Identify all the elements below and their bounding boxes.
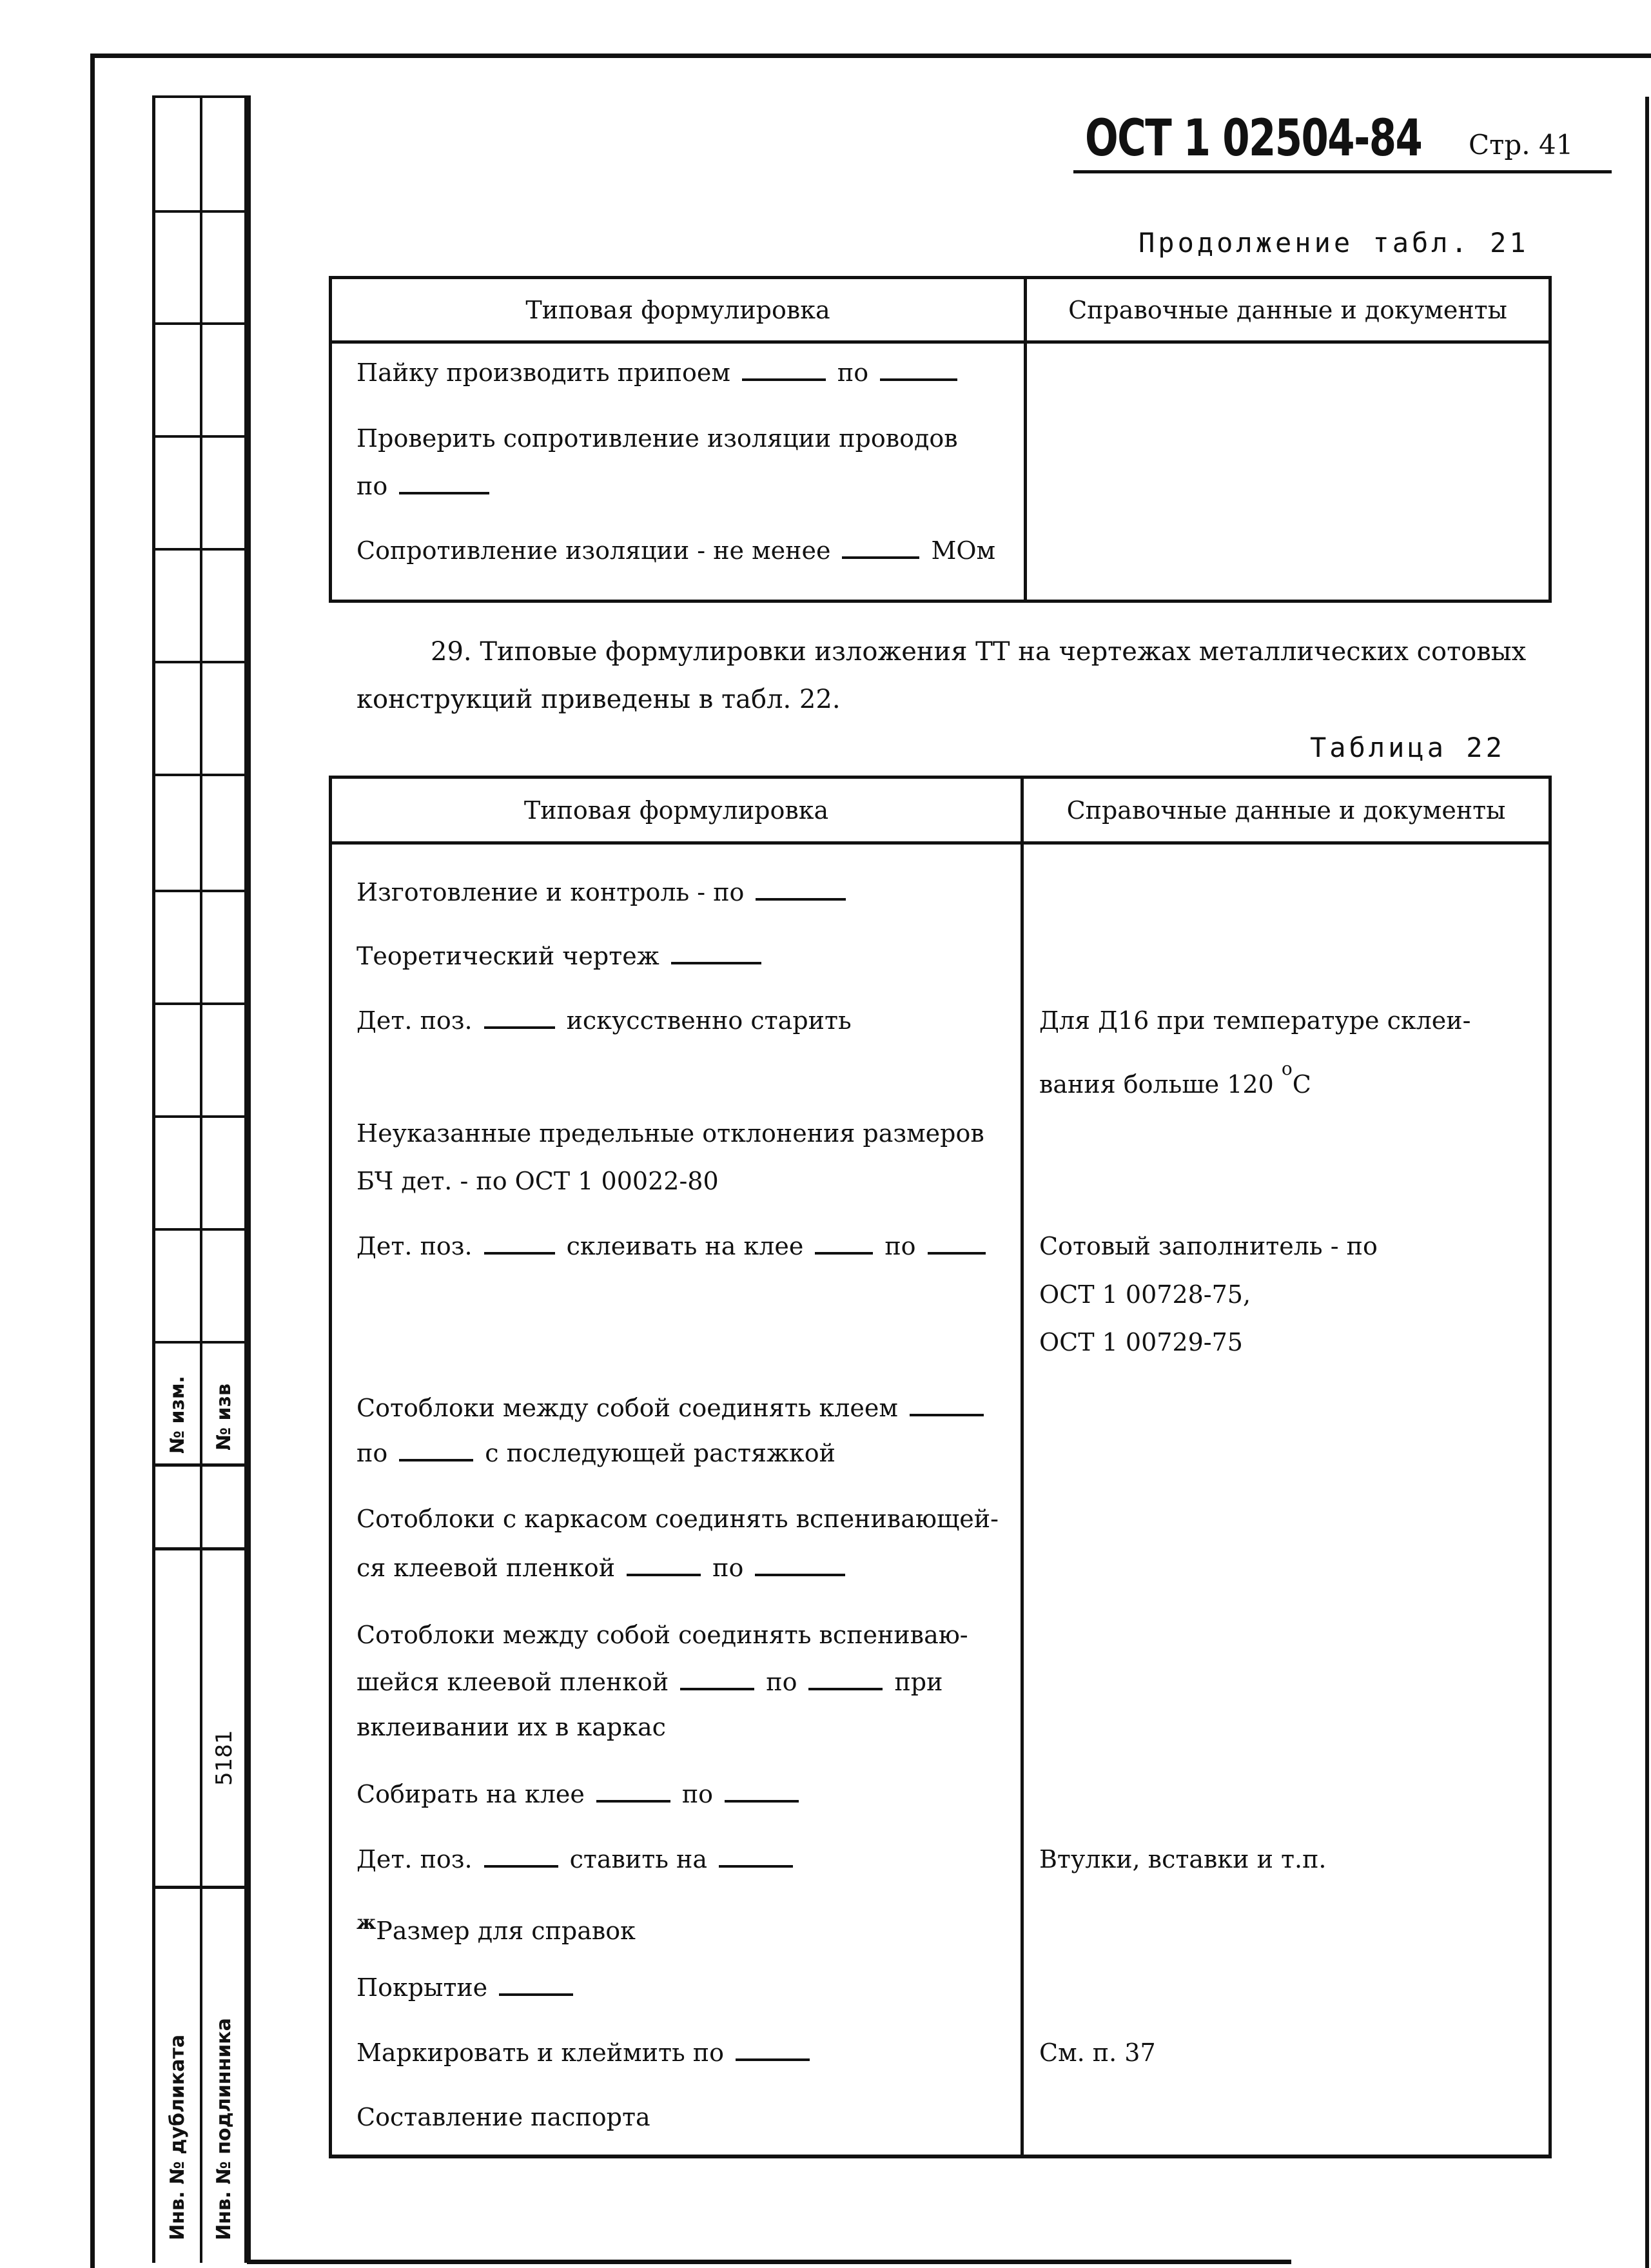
fill-in-blank xyxy=(756,879,846,901)
celsius-unit: С xyxy=(1292,1070,1311,1099)
fill-in-blank xyxy=(484,1846,558,1868)
table-row xyxy=(357,463,501,509)
table-row xyxy=(357,1158,719,1204)
inner-frame-bottom xyxy=(247,2260,1291,2264)
fill-in-blank xyxy=(742,359,826,381)
table21-right xyxy=(1548,276,1552,603)
fill-in-blank xyxy=(671,943,761,964)
fill-in-blank xyxy=(484,1007,555,1029)
table-row xyxy=(357,1964,585,2011)
d16-text: вания больше 120 xyxy=(1039,1070,1274,1099)
stamp-no-izm: № изм. xyxy=(166,1376,189,1454)
row-text-segment: по xyxy=(837,358,869,387)
row-text-segment: по xyxy=(357,1439,388,1467)
table-row xyxy=(357,1430,835,1476)
row-text-segment: Сотоблоки между собой соединять вспениваю- xyxy=(357,1621,968,1649)
table22-right xyxy=(1548,776,1552,2158)
table-row xyxy=(357,1110,984,1157)
table-row xyxy=(357,415,958,462)
row-text-segment: по xyxy=(884,1232,916,1260)
t22-right-honeycomb2: ОСТ 1 00728-75, xyxy=(1039,1280,1251,1309)
row-text-segment: шейся клеевой пленкой xyxy=(357,1668,669,1696)
row-text-segment: Неуказанные предельные отклонения размеров xyxy=(357,1119,984,1148)
table21-col2-header: Справочные данные и документы xyxy=(1068,295,1507,324)
table-row xyxy=(357,1496,999,1542)
fill-in-blank xyxy=(755,1554,845,1576)
row-text-segment: вклеивании их в каркас xyxy=(357,1713,666,1741)
stamp-row xyxy=(152,1463,249,1467)
row-text-segment: Составление паспорта xyxy=(357,2103,650,2131)
row-text-segment: Проверить сопротивление изоляции проводов xyxy=(357,424,958,453)
row-text-segment: искусственно старить xyxy=(566,1006,852,1035)
document-number: ОСТ 1 02504-84 xyxy=(1085,110,1422,168)
table22-bottom xyxy=(329,2155,1552,2158)
fill-in-blank xyxy=(928,1233,986,1255)
row-text-segment: ся клеевой пленкой xyxy=(357,1554,616,1582)
table22-header-bottom xyxy=(329,841,1552,845)
row-text-segment: Дет. поз. xyxy=(357,1845,473,1873)
t22-right-inserts: Втулки, вставки и т.п. xyxy=(1039,1845,1327,1873)
row-text-segment: Пайку производить припоем xyxy=(357,358,730,387)
page-frame-right xyxy=(1645,97,1649,2268)
fill-in-blank xyxy=(596,1781,670,1803)
t22-right-honeycomb1: Сотовый заполнитель - по xyxy=(1039,1232,1378,1260)
fill-in-blank xyxy=(808,1668,883,1690)
fill-in-blank xyxy=(627,1554,701,1576)
page-number: Стр. 41 xyxy=(1469,129,1574,161)
stamp-row xyxy=(152,210,249,213)
fill-in-blank xyxy=(725,1781,799,1803)
table-row xyxy=(357,1385,995,1431)
inner-frame-left xyxy=(247,95,251,2263)
row-text-segment: Теоретический чертеж xyxy=(357,942,659,970)
table-row xyxy=(357,997,852,1044)
table-row xyxy=(357,1545,857,1591)
table-row xyxy=(357,2094,650,2140)
table21-col1-header: Типовая формулировка xyxy=(525,295,830,324)
fill-in-blank xyxy=(910,1394,984,1416)
page-frame-left xyxy=(90,54,95,2268)
row-text-segment: Маркировать и клеймить по xyxy=(357,2038,724,2067)
stamp-col-a xyxy=(152,95,155,2263)
stamp-col-b xyxy=(200,95,202,2263)
stamp-col-c xyxy=(244,95,247,2263)
stamp-row xyxy=(152,1228,249,1231)
row-text-segment: Дет. поз. xyxy=(357,1006,473,1035)
table-row xyxy=(357,527,995,574)
stamp-code: 5181 xyxy=(211,1730,237,1786)
paragraph-29-line1: 29. Типовые формулировки изложения ТТ на чертежах металлических сотовых xyxy=(431,637,1527,667)
table22-col2-header: Справочные данные и документы xyxy=(1066,796,1506,825)
footnote-star: ж xyxy=(357,1911,376,1934)
stamp-row xyxy=(152,1002,249,1005)
row-text-segment: Сотоблоки между собой соединять клеем xyxy=(357,1394,898,1422)
row-text-segment: Сопротивление изоляции - не менее xyxy=(357,536,831,565)
table-row xyxy=(357,1223,997,1269)
row-text-segment: Дет. поз. xyxy=(357,1232,473,1260)
row-text-segment: по xyxy=(712,1554,744,1582)
stamp-row xyxy=(152,661,249,663)
t22-right-d16-line2 xyxy=(1039,1046,1311,1108)
table-row xyxy=(357,1900,636,1954)
table22-left xyxy=(329,776,332,2158)
fill-in-blank xyxy=(880,359,957,381)
fill-in-blank xyxy=(680,1668,754,1690)
row-text-segment: Покрытие xyxy=(357,1973,488,2002)
fill-in-blank xyxy=(815,1233,873,1255)
stamp-no-izv: № изв xyxy=(213,1383,235,1451)
table22-divider xyxy=(1021,776,1024,2158)
stamp-row xyxy=(152,890,249,892)
table-row xyxy=(357,2029,821,2076)
row-text-segment: Изготовление и контроль - по xyxy=(357,878,745,906)
row-text-segment: Собирать на клее xyxy=(357,1780,585,1808)
stamp-row xyxy=(152,548,249,551)
stamp-inv-orig: Инв. № подлинника xyxy=(213,2018,235,2240)
table-row xyxy=(357,1659,943,1705)
table-row xyxy=(357,1771,810,1817)
page-frame-top xyxy=(90,54,1651,58)
fill-in-blank xyxy=(499,1974,573,1996)
stamp-row xyxy=(152,1115,249,1118)
table-row xyxy=(357,933,773,979)
stamp-row xyxy=(152,1547,249,1550)
table-row xyxy=(357,869,857,915)
table21-bottom xyxy=(329,600,1552,603)
table22-caption: Таблица 22 xyxy=(1310,732,1505,763)
degree-sign: о xyxy=(1281,1058,1293,1079)
row-text-segment: склеивать на клее xyxy=(566,1232,804,1260)
fill-in-blank xyxy=(719,1846,793,1868)
paragraph-29-line2: конструкций приведены в табл. 22. xyxy=(357,685,841,714)
row-text-segment: по xyxy=(357,472,388,500)
table22-col1-header: Типовая формулировка xyxy=(523,796,829,825)
row-text-segment: Сотоблоки с каркасом соединять вспенивающей- xyxy=(357,1505,999,1533)
stamp-row xyxy=(152,774,249,776)
table-row xyxy=(357,1836,805,1882)
document-number-underline xyxy=(1073,170,1612,173)
row-text-segment: БЧ дет. - по ОСТ 1 00022-80 xyxy=(357,1167,719,1195)
table-row xyxy=(357,349,969,396)
row-text-segment: Размер для справок xyxy=(376,1917,636,1945)
fill-in-blank xyxy=(736,2039,810,2061)
t22-right-see37: См. п. 37 xyxy=(1039,2038,1156,2067)
table-row xyxy=(357,1704,666,1750)
stamp-inv-dup: Инв. № дубликата xyxy=(166,2034,189,2240)
row-text-segment: по xyxy=(766,1668,797,1696)
row-text-segment: при xyxy=(894,1668,943,1696)
t22-right-d16-line1: Для Д16 при температуре склеи- xyxy=(1039,1006,1471,1035)
row-text-segment: с последующей растяжкой xyxy=(485,1439,835,1467)
fill-in-blank xyxy=(399,473,489,494)
table21-caption: Продолжение табл. 21 xyxy=(1138,227,1529,259)
stamp-row xyxy=(152,435,249,438)
fill-in-blank xyxy=(399,1440,473,1461)
fill-in-blank xyxy=(842,537,919,559)
fill-in-blank xyxy=(484,1233,555,1255)
row-text-segment: ставить на xyxy=(569,1845,708,1873)
stamp-row xyxy=(152,322,249,325)
stamp-row xyxy=(152,1886,249,1889)
stamp-row xyxy=(152,1341,249,1344)
row-text-segment: МОм xyxy=(931,536,996,565)
table-row xyxy=(357,1612,968,1658)
table21-header-bottom xyxy=(329,340,1552,344)
t22-right-honeycomb3: ОСТ 1 00729-75 xyxy=(1039,1328,1243,1356)
row-text-segment: по xyxy=(681,1780,714,1808)
